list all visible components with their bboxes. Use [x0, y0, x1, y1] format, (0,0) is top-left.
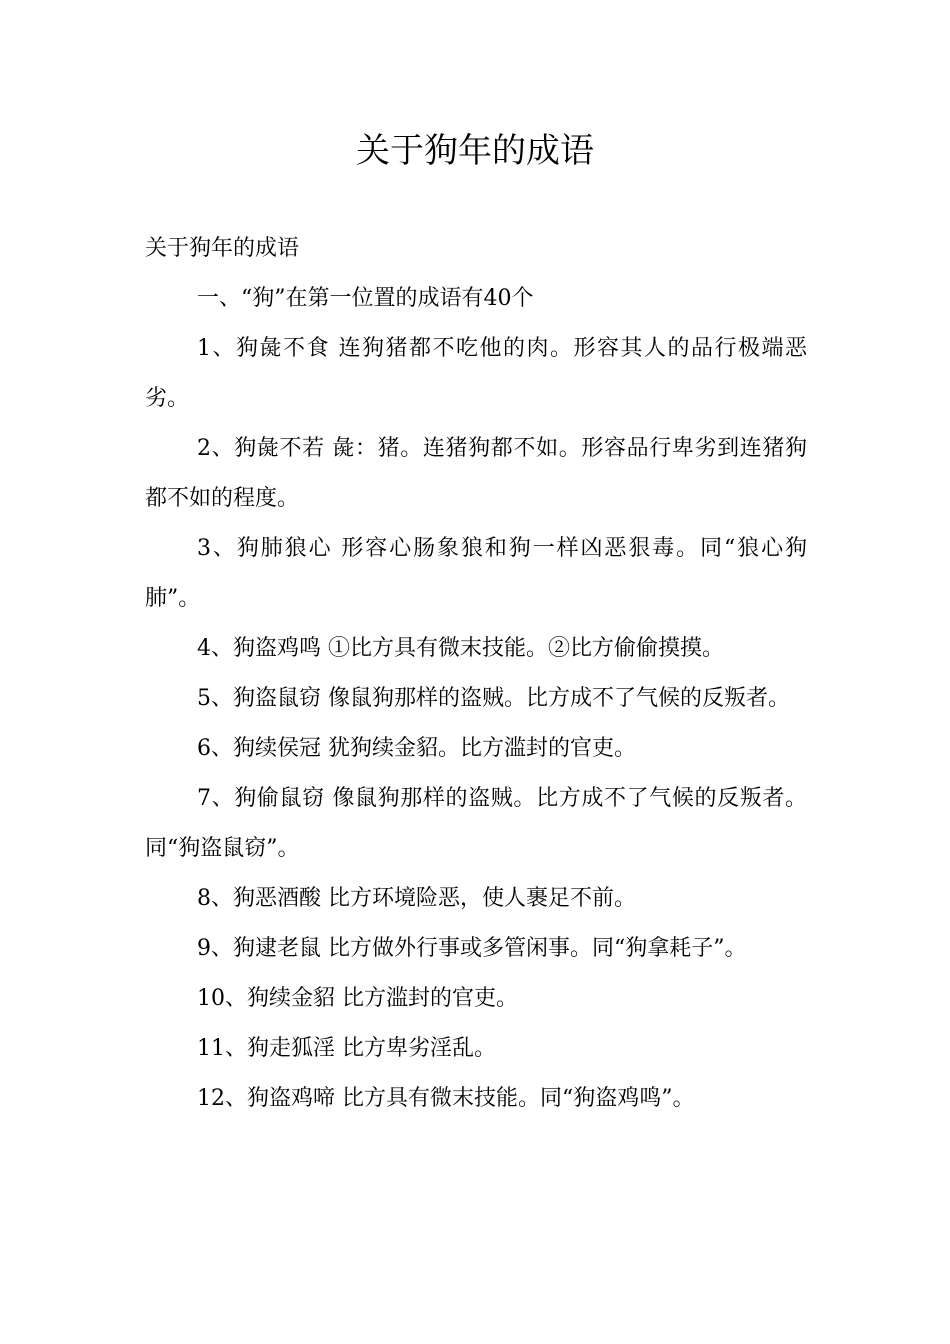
idiom-entry: 11、狗走狐淫 比方卑劣淫乱。: [197, 1036, 496, 1061]
idiom-entry: 3、狗肺狼心 形容心肠象狼和狗一样凶恶狠毒。同“狼心狗肺”。: [145, 536, 807, 611]
idiom-entry: 9、狗逮老鼠 比方做外行事或多管闲事。同“狗拿耗子”。: [197, 936, 747, 961]
section-heading: 一、“狗”在第一位置的成语有40个: [197, 286, 534, 311]
body-subtitle: 关于狗年的成语: [145, 236, 300, 261]
document-body: [145, 224, 807, 1124]
idiom-entry: 2、狗彘不若 彘：猪。连猪狗都不如。形容品行卑劣到连猪狗都不如的程度。: [145, 436, 807, 511]
page-title: 关于狗年的成语: [356, 131, 594, 171]
idiom-entry: 8、狗恶酒酸 比方环境险恶，使人裹足不前。: [197, 886, 636, 911]
idiom-entry: 12、狗盗鸡啼 比方具有微末技能。同“狗盗鸡鸣”。: [197, 1086, 695, 1111]
idiom-entry: 5、狗盗鼠窃 像鼠狗那样的盗贼。比方成不了气候的反叛者。: [197, 686, 790, 711]
idiom-entry: 10、狗续金貂 比方滥封的官吏。: [197, 986, 518, 1011]
idiom-entry: 1、狗彘不食 连狗猪都不吃他的肉。形容其人的品行极端恶劣。: [145, 336, 807, 411]
idiom-entry: 7、狗偷鼠窃 像鼠狗那样的盗贼。比方成不了气候的反叛者。同“狗盗鼠窃”。: [145, 786, 807, 861]
idiom-entry: 4、狗盗鸡鸣 ①比方具有微末技能。②比方偷偷摸摸。: [197, 636, 724, 661]
idiom-entry: 6、狗续侯冠 犹狗续金貂。比方滥封的官吏。: [197, 736, 636, 761]
